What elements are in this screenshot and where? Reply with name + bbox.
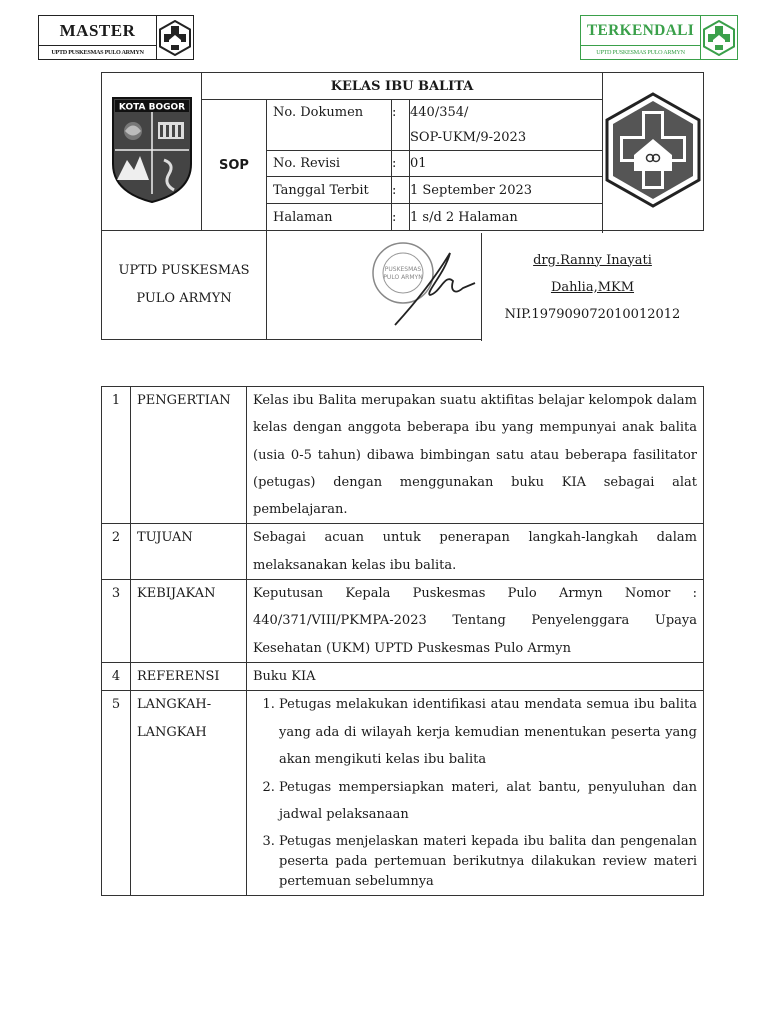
- page-value: 1 s/d 2 Halaman: [410, 204, 603, 231]
- head-name-line2: Dahlia,MKM: [550, 279, 635, 295]
- row-label: [131, 691, 247, 895]
- head-nip: NIP.197909072010012012: [504, 306, 681, 322]
- sop-label: SOP: [202, 100, 267, 231]
- row-label: PENGERTIAN: [131, 387, 247, 524]
- doc-number-value: [410, 100, 603, 151]
- kota-bogor-logo-icon: [109, 94, 195, 206]
- master-stamp-subtitle: UPTD PUSKESMAS PULO ARMYN: [51, 49, 144, 56]
- doc-number-line2: SOP-UKM/9-2023: [410, 130, 527, 145]
- doc-number-label: No. Dokumen: [267, 100, 392, 151]
- row-description: Keputusan Kepala Puskesmas Pulo Armyn Nomor : 440/371/VIII/PKMPA-2023 Tentang Penyelenggara Upaya Kesehatan (UKM) UPTD Puskesmas Pulo Armyn: [247, 580, 704, 663]
- city-logo-cell: [102, 73, 202, 231]
- step-item: 1. Petugas melakukan identifikasi atau mendata semua ibu balita yang ada di wilayah kerja kemudian menentukan peserta yang akan mengikuti kelas ibu balita: [279, 691, 697, 773]
- revision-label: No. Revisi: [267, 151, 392, 177]
- sop-content-table: [101, 386, 704, 896]
- table-row: [102, 580, 704, 663]
- table-row: [102, 662, 704, 690]
- controlled-stamp: [580, 15, 738, 60]
- issue-date-value: 1 September 2023: [410, 177, 603, 204]
- row-number: 5: [102, 691, 131, 895]
- controlled-stamp-subtitle: UPTD PUSKESMAS PULO ARMYN: [596, 49, 685, 56]
- doc-number-line1: 440/354/: [410, 105, 469, 120]
- table-row: [102, 691, 704, 895]
- revision-value: 01: [410, 151, 603, 177]
- row-label-line1: LANGKAH-: [137, 697, 212, 713]
- master-stamp-title: MASTER: [39, 16, 156, 46]
- row-label: TUJUAN: [131, 524, 247, 580]
- document-title: KELAS IBU BALITA: [202, 73, 603, 100]
- row-number: 3: [102, 580, 131, 663]
- table-row: [102, 524, 704, 580]
- head-of-office: [481, 233, 703, 341]
- organization-cell: [102, 231, 267, 340]
- steps-cell: [247, 691, 704, 895]
- head-name-line1: drg.Ranny Inayati: [533, 252, 652, 268]
- organization-line1: UPTD PUSKESMAS: [118, 263, 250, 278]
- puskesmas-logo-cell: [603, 73, 704, 231]
- row-label: KEBIJAKAN: [131, 580, 247, 663]
- issue-date-label: Tanggal Terbit: [267, 177, 392, 204]
- row-number: 2: [102, 524, 131, 580]
- page-sep: :: [392, 204, 410, 231]
- master-stamp: [38, 15, 194, 60]
- svg-text:PULO ARMYN: PULO ARMYN: [382, 274, 423, 281]
- issue-date-sep: :: [392, 177, 410, 204]
- controlled-stamp-title: TERKENDALI: [581, 16, 700, 46]
- row-label-line2: LANGKAH: [137, 724, 207, 740]
- steps-list: [253, 691, 697, 891]
- organization-line2: PULO ARMYN: [136, 291, 232, 306]
- step-item: 2. Petugas mempersiapkan materi, alat bantu, penyuluhan dan jadwal pelaksanaan: [279, 774, 697, 829]
- revision-sep: :: [392, 151, 410, 177]
- row-description: Sebagai acuan untuk penerapan langkah-langkah dalam melaksanakan kelas ibu balita.: [247, 524, 704, 580]
- row-label: REFERENSI: [131, 662, 247, 690]
- row-description: Kelas ibu Balita merupakan suatu aktifitas belajar kelompok dalam kelas dengan anggota beberapa ibu yang mempunyai anak balita (usia 0-5 tahun) dibawa bimbingan satu atau beberapa fasilitator (petugas) dengan menggunakan buku KIA sebagai alat pembelajaran.: [247, 387, 704, 524]
- row-description: Buku KIA: [247, 662, 704, 690]
- puskesmas-logo-green-icon: [701, 16, 737, 59]
- page-label: Halaman: [267, 204, 392, 231]
- svg-text:KOTA BOGOR: KOTA BOGOR: [118, 102, 185, 112]
- doc-number-sep: :: [392, 100, 410, 151]
- puskesmas-logo-large-icon: [604, 91, 702, 209]
- svg-text:PUSKESMAS: PUSKESMAS: [384, 266, 421, 273]
- row-number: 4: [102, 662, 131, 690]
- step-item: 3. Petugas menjelaskan materi kepada ibu balita dan pengenalan peserta pada pertemuan berikutnya dilakukan review materi pertemuan sebelumnya: [279, 832, 697, 892]
- row-number: 1: [102, 387, 131, 524]
- puskesmas-logo-icon: [157, 16, 193, 59]
- table-row: [102, 387, 704, 524]
